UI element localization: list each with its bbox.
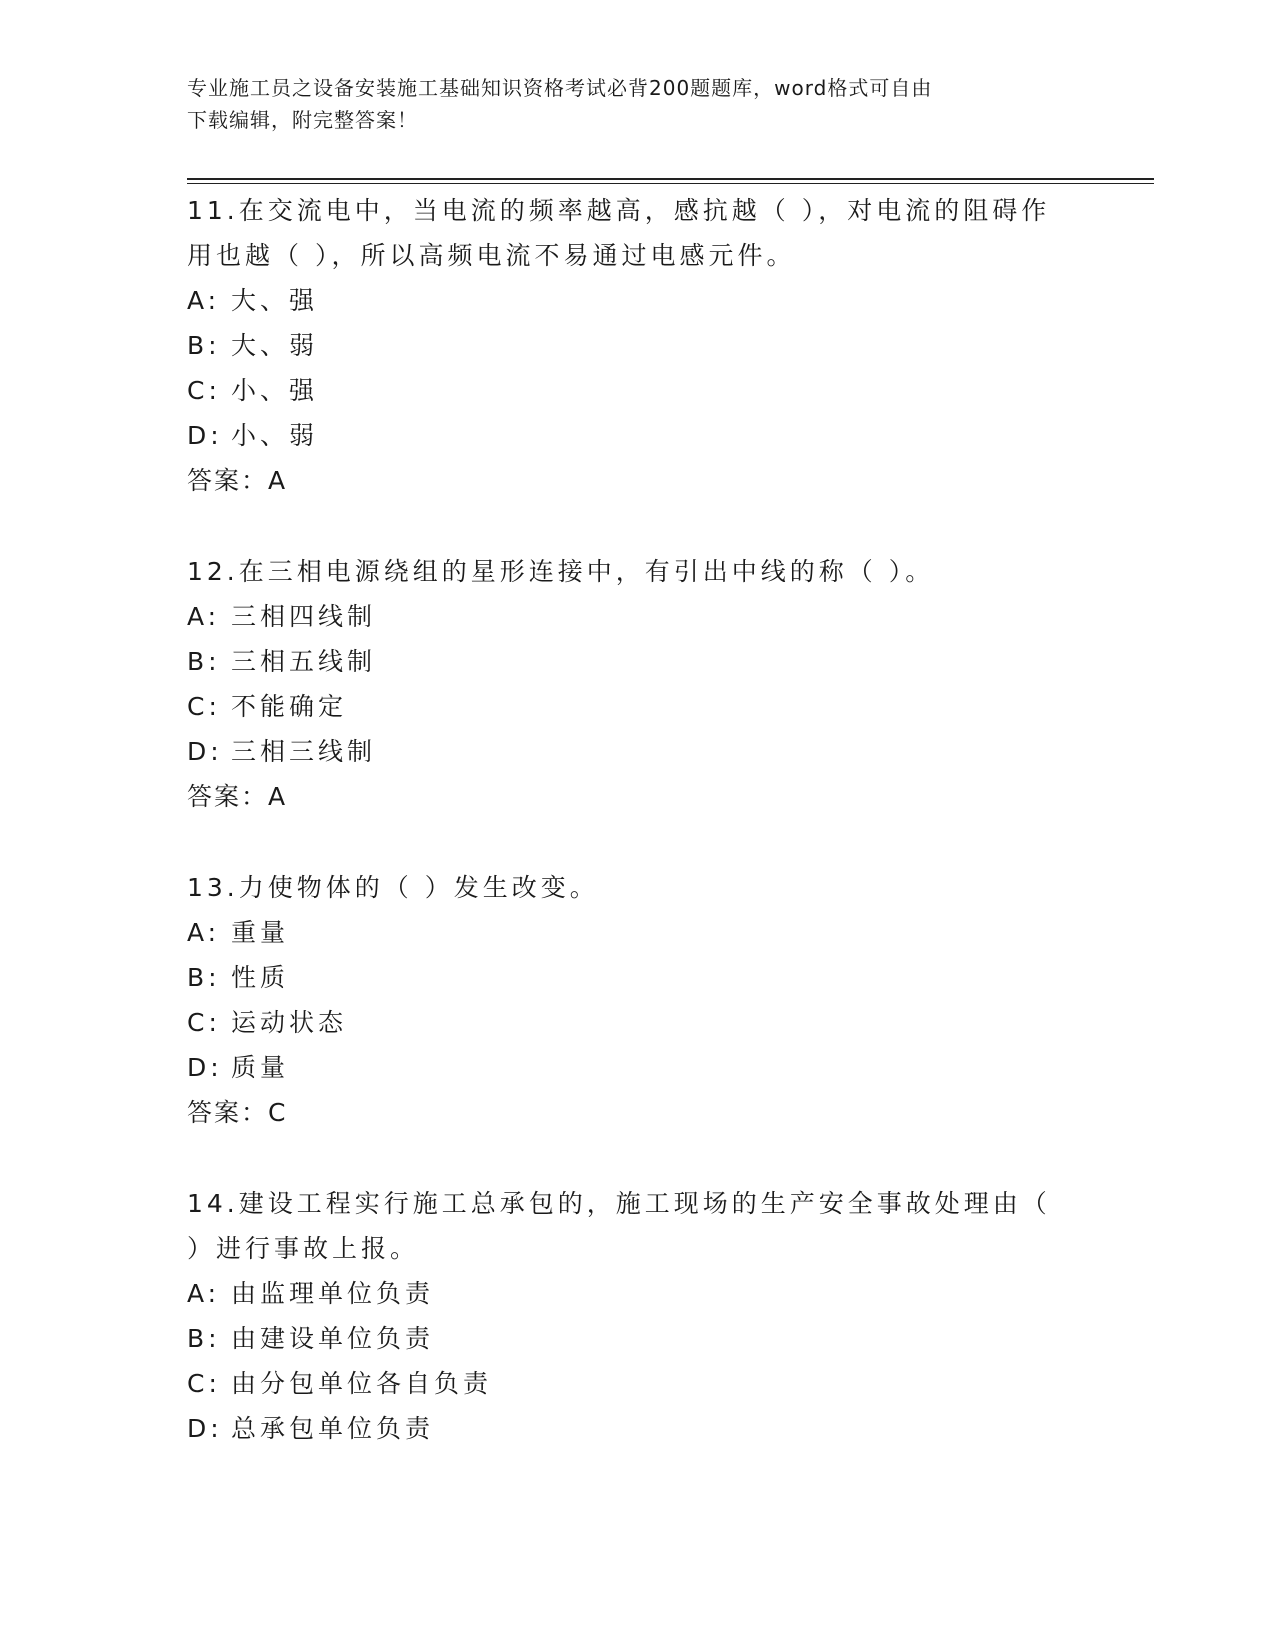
option-b bbox=[187, 639, 1067, 684]
option-a bbox=[187, 910, 1067, 955]
option-b bbox=[187, 955, 1067, 1000]
option-letter: D: bbox=[187, 1414, 223, 1443]
option-text: 三相五线制 bbox=[231, 647, 377, 676]
question-11 bbox=[187, 188, 1067, 503]
option-letter: B: bbox=[187, 647, 221, 676]
question-stem: 11.在交流电中，当电流的频率越高，感抗越（ ），对电流的阻碍作 bbox=[187, 196, 1051, 225]
option-a bbox=[187, 1271, 1067, 1316]
option-letter: C: bbox=[187, 1008, 221, 1037]
question-list bbox=[187, 188, 1067, 1497]
option-text: 小、弱 bbox=[231, 421, 319, 450]
option-text: 性质 bbox=[231, 963, 290, 992]
option-d bbox=[187, 1406, 1067, 1451]
option-a bbox=[187, 594, 1067, 639]
option-text: 小、强 bbox=[231, 376, 319, 405]
question-12 bbox=[187, 549, 1067, 819]
option-letter: B: bbox=[187, 963, 221, 992]
option-c bbox=[187, 684, 1067, 729]
header-divider-thin bbox=[187, 183, 1154, 184]
option-text: 由分包单位各自负责 bbox=[231, 1369, 493, 1398]
option-letter: D: bbox=[187, 737, 223, 766]
option-text: 重量 bbox=[231, 918, 290, 947]
option-letter: C: bbox=[187, 692, 221, 721]
answer-line: 答案：C bbox=[187, 1098, 288, 1127]
option-letter: A: bbox=[187, 286, 221, 315]
question-stem: 12.在三相电源绕组的星形连接中，有引出中线的称（ ）。 bbox=[187, 557, 935, 586]
option-text: 不能确定 bbox=[231, 692, 348, 721]
option-letter: B: bbox=[187, 331, 221, 360]
question-stem: 13.力使物体的（ ）发生改变。 bbox=[187, 873, 599, 902]
question-14 bbox=[187, 1181, 1067, 1451]
option-a bbox=[187, 278, 1067, 323]
option-text: 大、弱 bbox=[231, 331, 319, 360]
question-13 bbox=[187, 865, 1067, 1135]
question-stem: 14.建设工程实行施工总承包的，施工现场的生产安全事故处理由（ bbox=[187, 1189, 1051, 1218]
option-text: 三相三线制 bbox=[231, 737, 377, 766]
option-d bbox=[187, 729, 1067, 774]
option-letter: C: bbox=[187, 1369, 221, 1398]
document-header bbox=[187, 72, 1067, 136]
option-text: 质量 bbox=[231, 1053, 290, 1082]
option-letter: D: bbox=[187, 421, 223, 450]
option-letter: A: bbox=[187, 1279, 221, 1308]
option-c bbox=[187, 1000, 1067, 1045]
header-divider-thick bbox=[187, 178, 1154, 180]
answer-line: 答案：A bbox=[187, 782, 288, 811]
header-line-2: 下载编辑，附完整答案！ bbox=[187, 108, 418, 132]
option-d bbox=[187, 1045, 1067, 1090]
option-d bbox=[187, 413, 1067, 458]
option-b bbox=[187, 323, 1067, 368]
option-c bbox=[187, 368, 1067, 413]
option-letter: A: bbox=[187, 602, 221, 631]
option-text: 由监理单位负责 bbox=[231, 1279, 435, 1308]
option-letter: B: bbox=[187, 1324, 221, 1353]
option-c bbox=[187, 1361, 1067, 1406]
option-letter: C: bbox=[187, 376, 221, 405]
answer-line: 答案：A bbox=[187, 466, 288, 495]
option-text: 运动状态 bbox=[231, 1008, 348, 1037]
option-letter: A: bbox=[187, 918, 221, 947]
option-text: 总承包单位负责 bbox=[231, 1414, 435, 1443]
option-b bbox=[187, 1316, 1067, 1361]
option-text: 由建设单位负责 bbox=[231, 1324, 435, 1353]
question-stem-continued: ）进行事故上报。 bbox=[187, 1234, 420, 1263]
question-stem-continued: 用也越（ ），所以高频电流不易通过电感元件。 bbox=[187, 241, 796, 270]
option-letter: D: bbox=[187, 1053, 223, 1082]
option-text: 大、强 bbox=[231, 286, 319, 315]
header-line-1: 专业施工员之设备安装施工基础知识资格考试必背200题题库，word格式可自由 bbox=[187, 76, 933, 100]
option-text: 三相四线制 bbox=[231, 602, 377, 631]
